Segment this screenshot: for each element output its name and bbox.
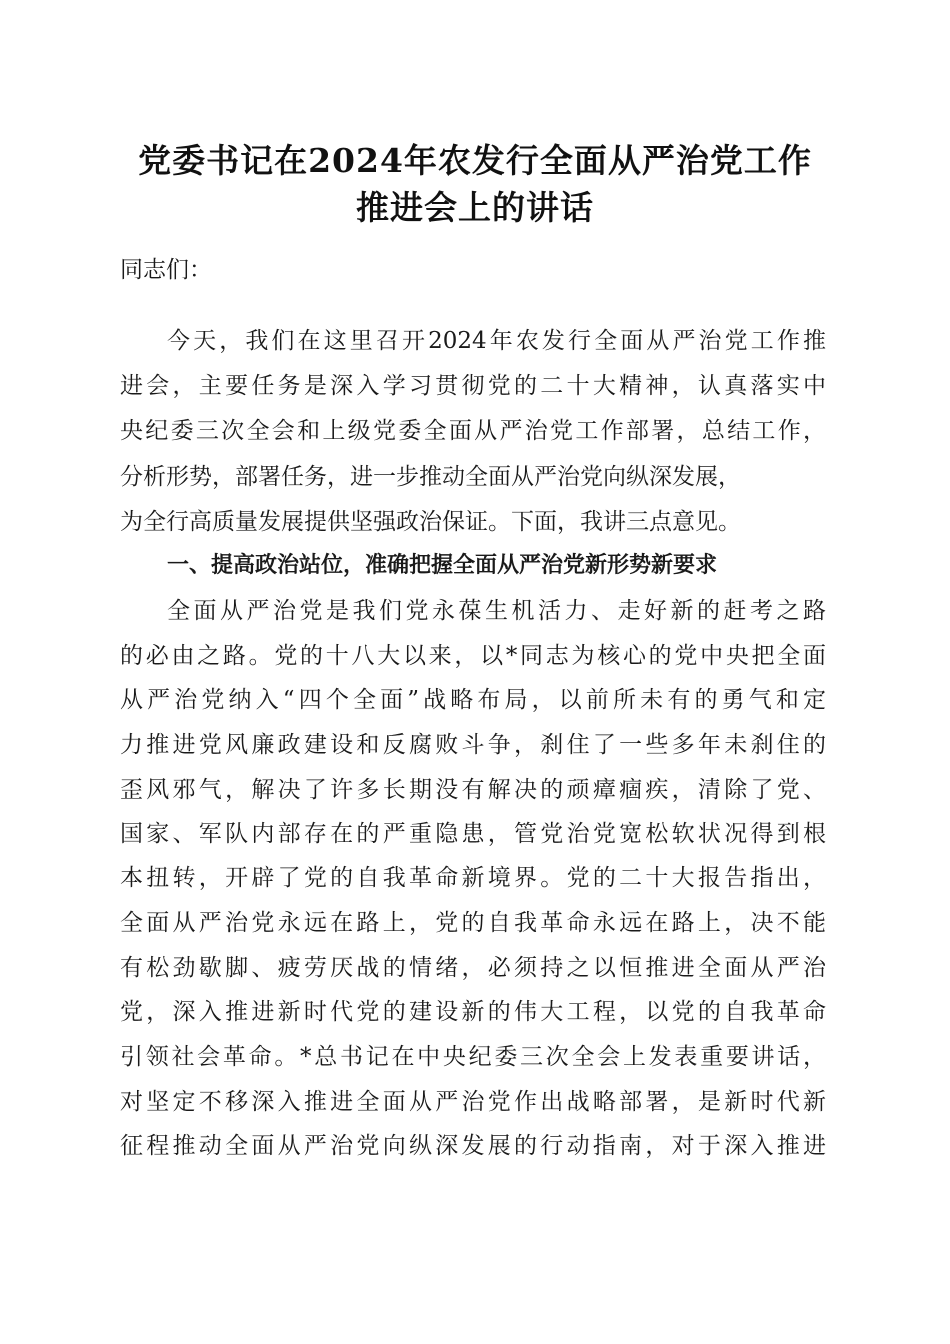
salutation: 同志们： — [120, 257, 212, 283]
paragraph-1-line-5: 为全行高质量发展提供坚强政治保证。下面，我讲三点意见。 — [120, 509, 741, 535]
paragraph-2-line-9: 有松劲歇脚、疲劳厌战的情绪，必须持之以恒推进全面从严治 — [120, 955, 826, 981]
paragraph-2-line-2: 的必由之路。党的十八大以来，以*同志为核心的党中央把全面 — [120, 643, 826, 669]
paragraph-1-line-3: 央纪委三次全会和上级党委全面从严治党工作部署，总结工作， — [120, 418, 826, 444]
paragraph-1-line-1: 今天，我们在这里召开2024年农发行全面从严治党工作推 — [167, 328, 826, 354]
paragraph-2-line-8: 全面从严治党永远在路上，党的自我革命永远在路上，决不能 — [120, 910, 826, 936]
paragraph-2-line-4: 力推进党风廉政建设和反腐败斗争，刹住了一些多年未刹住的 — [120, 732, 826, 758]
document-title-line-2: 推进会上的讲话 — [356, 188, 594, 227]
paragraph-2-line-11: 引领社会革命。*总书记在中央纪委三次全会上发表重要讲话， — [120, 1044, 826, 1070]
paragraph-2-line-6: 国家、军队内部存在的严重隐患，管党治党宽松软状况得到根 — [120, 821, 826, 847]
section-heading-1: 一、提高政治站位，准确把握全面从严治党新形势新要求 — [167, 553, 718, 578]
document-title-line-1: 党委书记在2024年农发行全面从严治党工作 — [138, 141, 812, 180]
paragraph-2-line-7: 本扭转，开辟了党的自我革命新境界。党的二十大报告指出， — [120, 865, 826, 891]
paragraph-2-line-5: 歪风邪气，解决了许多长期没有解决的顽瘴痼疾，清除了党、 — [120, 777, 826, 803]
paragraph-2-line-13: 征程推动全面从严治党向纵深发展的行动指南，对于深入推进 — [120, 1133, 826, 1159]
paragraph-1-line-2: 进会，主要任务是深入学习贯彻党的二十大精神，认真落实中 — [120, 373, 826, 399]
paragraph-1-line-4: 分析形势，部署任务，进一步推动全面从严治党向纵深发展， — [120, 464, 741, 490]
paragraph-2-line-10: 党，深入推进新时代党的建设新的伟大工程，以党的自我革命 — [120, 999, 826, 1025]
paragraph-2-line-12: 对坚定不移深入推进全面从严治党作出战略部署，是新时代新 — [120, 1089, 826, 1115]
paragraph-2-line-1: 全面从严治党是我们党永葆生机活力、走好新的赶考之路 — [167, 598, 826, 624]
paragraph-2-line-3: 从严治党纳入“四个全面”战略布局，以前所未有的勇气和定 — [120, 687, 826, 713]
